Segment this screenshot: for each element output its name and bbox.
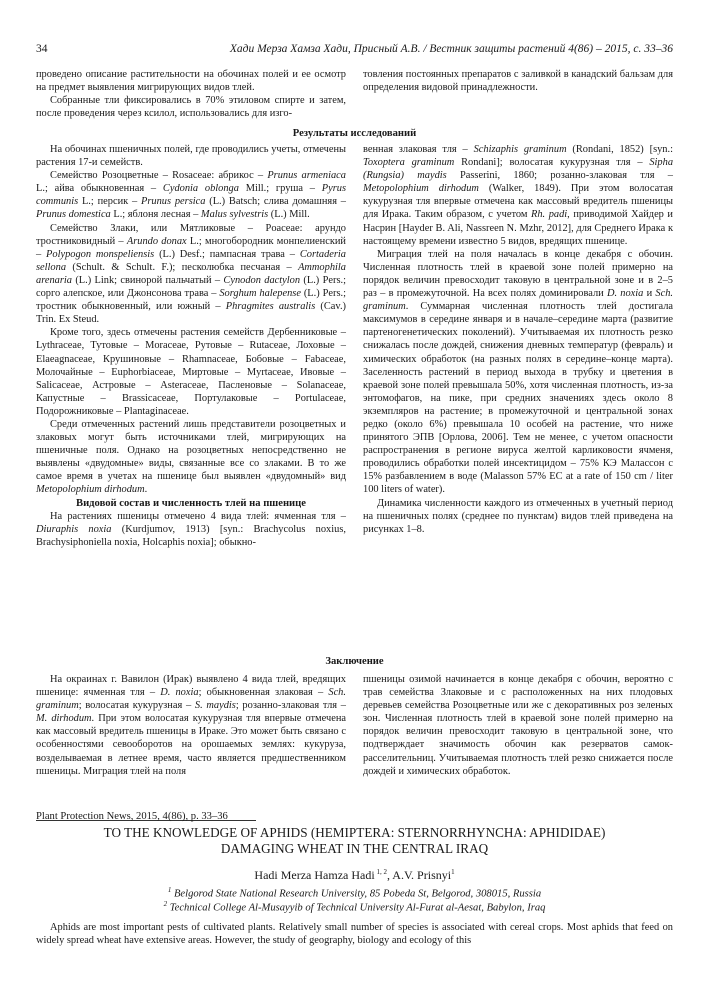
top-left-column xyxy=(36,68,346,120)
results-left-column xyxy=(36,143,346,549)
paragraph: Кроме того, здесь отмечены растения семейств Дербенниковые – Lythraceae, Тутовые – Moraceae, Рутовые – Rutaceae, Лоховые – Elaeagnaceae, Крушиновые – Rhamnaceae, Бобовые – Fabaceae, Молочайные – Euphorbiaceae, Миртовые – Myrtaceae, Ивовые – Salicaceae, Астровые – Asteraceae, Пасленовые – Solanaceae, Капустные – Brassicaceae, Портулаковые – Portulaceae, Подорожниковые – Plantaginaceae. xyxy=(36,327,346,417)
paragraph: товления постоянных препаратов с заливкой в канадский бальзам для определения видовой принадлежности. xyxy=(363,69,673,94)
paragraph: На растениях пшеницы отмечено 4 вида тлей: ячменная тля –Diuraphis noxia (Kurdjumov, 1913) [syn.: Brachycolus noxius, Brachysiphoniella noxia, Holcaphis noxia]; обыкно- xyxy=(36,510,346,548)
paragraph: пшеницы озимой начинается в конце декабря с обочин, вероятно с трав семейства Злаковые и с расположенных на них плодовых деревьев семейства Розоцветные или же с декоративных роз зеленых зон. Численная плотность тлей в краевой зоне полей примерно на порядок величин превосходит таковую в центральной зоне, что подтверждает значимость обочин как резерватов самок-расселительниц. Учитываемая плотность тлей резко снижается после дождей и химических обработок. xyxy=(363,674,673,777)
paragraph: венная злаковая тля – Schizaphis graminum (Rondani, 1852) [syn.: Toxoptera graminum Rondani]; волосатая кукурузная тля – Sipha (Rungsia) maydis Passerini, 1860; розанно-злаковая тля – Metopolophium dirhodum (Walker, 1849). При этом волосатая кукурузная тля впервые отмечена как массовый вредитель пшеницы для Ирака. Таким образом, с учетом Rh. padi, приводимой Хайдер и Насрин [Hayder B. Ali, Nassreen N. Mzhr, 2012], для Среднего Ирака к настоящему времени известно 5 видов, вредящих пшенице. xyxy=(363,144,674,247)
english-title-line: DAMAGING WHEAT IN THE CENTRAL IRAQ xyxy=(220,841,489,856)
top-right-column xyxy=(363,68,673,94)
authors: Hadi Merza Hamza Hadi $^{1, 2}$, A.V. Prisnyi$^1$ xyxy=(254,868,455,882)
conclusion-right-column xyxy=(363,673,673,778)
affiliation-1: $^1$ Belgorod State National Research University, 85 Pobeda St, Belgorod, 308015, Russia xyxy=(167,886,542,900)
paragraph: Динамика численности каждого из отмеченных в учетный период на пшеничных полях (среднее по пунктам) видов тлей приведена на рисунках 1–8. xyxy=(363,497,673,535)
subsection-heading: Видовой состав и численность тлей на пшенице xyxy=(76,497,306,509)
paragraph: Среди отмеченных растений лишь представители розоцветных и злаковых могут быть источниками тлей, мигрирующих на пшеничные поля. Однако на розоцветных непосредственно не выявлены «двудомные» виды, связанные все со злаками. В то же самое время в учетах на пшенице был выявлен «двудомный» вид Metopolophium dirhodum. xyxy=(36,418,346,496)
paragraph: Семейство Злаки, или Мятликовые – Poaceae: арундо тростниковидный – Arundo donax L.; многобородник монпелиенский – Polypogon monspeliensis (L.) Desf.; пампасная трава – Cortaderia sellona (Schult. & Schult. F.); песколюбка песчаная – Ammophila arenaria (L.) Link; свинорой пальчатый – Cynodon dactylon (L.) Pers.; сорго алепское, или Джонсонова трава – Sorghum halepense (L.) Pers.; тростник обыкновенный, или южный – Phragmites australis (Cav.) Trin. Ex Steud. xyxy=(36,222,347,326)
results-right-column xyxy=(363,143,673,536)
page-number: 34 xyxy=(36,43,48,55)
english-title-line: TO THE KNOWLEDGE OF APHIDS (HEMIPTERA: STERNORRHYNCHA: APHIDIDAE) xyxy=(103,825,606,840)
section-heading-results: Результаты исследований xyxy=(292,128,417,139)
running-head: Хади Мерза Хамза Хади, Присный А.В. / Вестник защиты растений 4(86) – 2015, с. 33–36 xyxy=(229,43,673,55)
section-heading-conclusion: Заключение xyxy=(325,656,384,667)
conclusion-left-column xyxy=(36,673,346,778)
paragraph: На обочинах пшеничных полей, где проводились учеты, отмечены растения 17-и семейств. xyxy=(36,144,346,169)
paragraph: На окраинах г. Вавилон (Ирак) выявлено 4 вида тлей, вредящих пшенице: ячменная тля – D. noxia; обыкновенная злаковая – Sch. graminum; волосатая кукурузная – S. maydis; розанно-злаковая тля – M. dirhodum. При этом волосатая кукурузная тля впервые отмечена как массовый вредитель пшеницы в Ираке. Это может быть связано с особенностями севооборотов на орошаемых землях: кукуруза, возделываемая в летнее время, часто является предшественником пшеницы. Миграция тлей на поля xyxy=(36,674,346,777)
english-abstract: Aphids are most important pests of cultivated plants. Relatively small number of species is associated with cereal crops. Most aphids that feed on widely spread wheat have extensive areas. However, the study of geography, biology and ecology of this xyxy=(36,922,673,947)
paragraph: проведено описание растительности на обочинах полей и ее осмотр на предмет выявления мигрирующих видов тлей. xyxy=(36,69,346,94)
paragraph: Собранные тли фиксировались в 70% этиловом спирте и затем, после проведения через ксилол, использовались для изго- xyxy=(36,95,346,120)
paragraph: Миграция тлей на поля началась в конце декабря с обочин. Численная плотность тлей в краевой зоне полей примерно на порядок величин превосходит таковую в центральной зоне и в 2–5 раз – в промежуточной. На всех полях доминировали D. noxia и Sch. graminum. Суммарная численная плотность тлей достигала максимумов в середине января и в начале–середине марта (развитие партеногенетических поколений). Учитываемая их плотность резко снижалась после дождей, снижения дневных температур (февраль) и химических обработок (на разных полях в середине–конце марта). Заселенность растений в период выхода в трубку и цветения в краевой зоне полей превышала 50%, хотя численная плотность, из-за энтомофагов, на пике, при средних значениях здесь около 8 экземпляров на растение; в промежуточной и центральной зонах редко (около 6%) превышала 10 особей на растение, что ниже принятого ЭПВ [Орлова, 2006]. Тем не менее, с учетом опасности распространения в регионе вируса желтой карликовости ячменя, проводились обработки полей инсектицидом – 75% КЭ Малассон с 15% разбавлением в воде (Malasson 57% EC at a rate of 150 cm / liter 100 liters of water). xyxy=(363,248,673,496)
paragraph: Семейство Розоцветные – Rosaceae: абрикос – Prunus armeniaca L.; айва обыкновенная – Cydonia oblonga Mill.; груша – Pyrus communis L.; персик – Prunus persica (L.) Batsch; слива домашняя – Prunus domestica L.; яблоня лесная – Malus sylvestris (L.) Mill. xyxy=(36,170,346,221)
english-title xyxy=(36,825,673,857)
english-citation: Plant Protection News, 2015, 4(86), p. 33–36 xyxy=(36,811,228,822)
affiliation-2: $^2$ Technical College Al-Musayyib of Technical University Al-Furat al-Aesat, Babylon, Iraq xyxy=(163,900,546,914)
